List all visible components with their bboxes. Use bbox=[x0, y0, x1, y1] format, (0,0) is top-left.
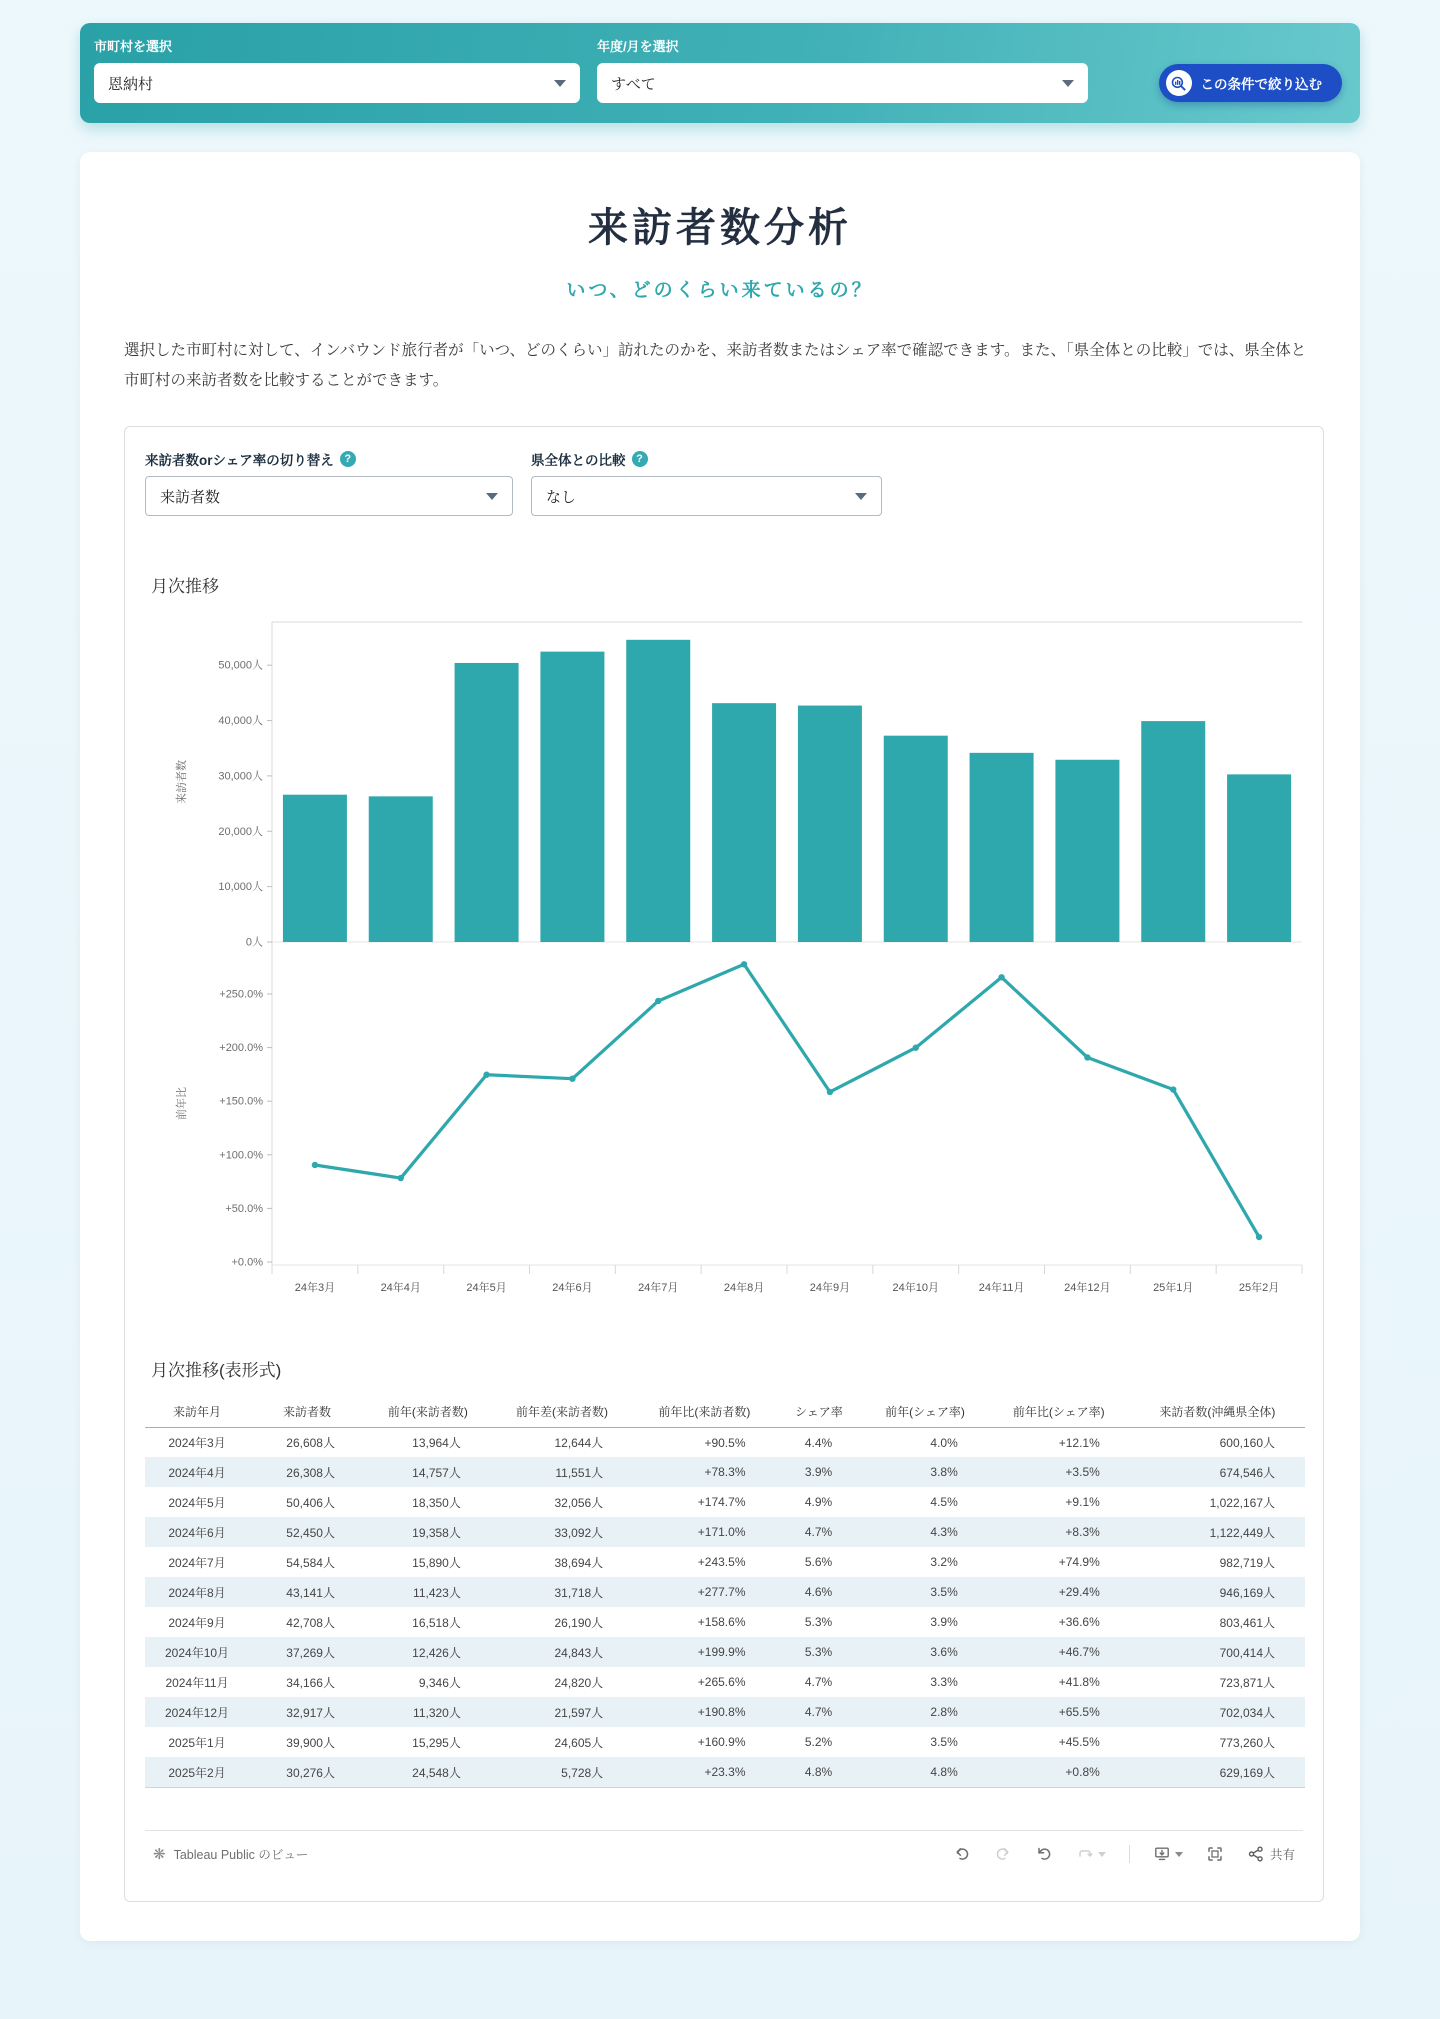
table-cell: 4.8% bbox=[862, 1757, 988, 1787]
table-cell: +12.1% bbox=[1058, 1435, 1100, 1450]
bar-mark[interactable] bbox=[1055, 760, 1119, 942]
table-cell: 700,414人 bbox=[1219, 1645, 1275, 1660]
table-cell: 1,122,449人 bbox=[1209, 1525, 1275, 1540]
table-header-cell: 前年(来訪者数) bbox=[365, 1395, 491, 1427]
bar-mark[interactable] bbox=[1227, 775, 1291, 943]
table-row[interactable] bbox=[145, 1487, 1305, 1517]
table-cell: 4.5% bbox=[930, 1495, 958, 1510]
table-cell: +46.7% bbox=[1058, 1645, 1100, 1660]
line-mark bbox=[315, 965, 1259, 1238]
page-title: 来訪者数分析 bbox=[588, 206, 852, 250]
monthly-table-head bbox=[145, 1395, 1305, 1427]
table-cell: +29.4% bbox=[1058, 1585, 1100, 1600]
table-cell: 4.9% bbox=[804, 1495, 833, 1510]
x-axis-label: 25年2月 bbox=[1238, 1282, 1280, 1295]
axis-tick-label: 30,000人 bbox=[218, 770, 263, 783]
table-cell: 24,820人 bbox=[554, 1675, 604, 1690]
table-header-cell: 前年差(来訪者数) bbox=[491, 1395, 633, 1427]
table-cell: 3.5% bbox=[930, 1735, 958, 1750]
axis-tick-label: +150.0% bbox=[219, 1096, 263, 1109]
period-select[interactable] bbox=[597, 63, 1088, 103]
table-row[interactable] bbox=[145, 1667, 1305, 1697]
table-cell: 32,917人 bbox=[286, 1705, 335, 1720]
table-cell: +23.3% bbox=[633, 1757, 775, 1787]
table-cell: 24,843人 bbox=[554, 1645, 604, 1660]
table-cell: +158.6% bbox=[697, 1615, 746, 1630]
page-description: 選択した市町村に対して、インバウンド旅行者が「いつ、どのくらい」訪れたのかを、来訪者数またはシェア率で確認できます。また、「県全体との比較」では、県全体と市町村の来訪者数を比較することができます。 bbox=[124, 342, 1307, 390]
table-cell: 32,056人 bbox=[554, 1495, 604, 1510]
table-cell: 946,169人 bbox=[1219, 1585, 1275, 1600]
table-cell: 5.3% bbox=[804, 1645, 833, 1660]
table-cell: 2024年3月 bbox=[168, 1436, 226, 1451]
line-point-mark[interactable] bbox=[483, 1072, 489, 1078]
line-point-mark[interactable] bbox=[741, 962, 747, 968]
prefecture-compare-label: 県全体との比較 bbox=[531, 453, 626, 469]
table-cell: +265.6% bbox=[697, 1675, 746, 1690]
chevron-down-icon bbox=[554, 80, 566, 87]
table-row[interactable] bbox=[145, 1757, 1305, 1787]
table-cell: 674,546人 bbox=[1219, 1465, 1275, 1480]
bar-mark[interactable] bbox=[712, 704, 776, 943]
line-point-mark[interactable] bbox=[998, 975, 1004, 981]
redo-icon bbox=[994, 1845, 1012, 1863]
metric-switch-label: 来訪者数orシェア率の切り替え bbox=[145, 453, 334, 469]
table-cell: 702,034人 bbox=[1219, 1705, 1275, 1720]
bar-axis-title: 来訪者数 bbox=[176, 760, 188, 805]
table-cell: 3.3% bbox=[930, 1675, 958, 1690]
table-cell: +78.3% bbox=[704, 1465, 746, 1480]
search-chart-icon bbox=[1166, 70, 1192, 96]
axis-tick-label: +200.0% bbox=[219, 1042, 263, 1055]
table-row[interactable] bbox=[145, 1607, 1305, 1637]
table-cell: +8.3% bbox=[1065, 1525, 1100, 1540]
table-cell: +277.7% bbox=[697, 1585, 746, 1600]
table-cell: 4.3% bbox=[930, 1525, 958, 1540]
table-row[interactable] bbox=[145, 1637, 1305, 1667]
line-point-mark[interactable] bbox=[569, 1076, 575, 1082]
refresh-data-icon bbox=[1076, 1845, 1106, 1863]
table-cell: +36.6% bbox=[1058, 1615, 1100, 1630]
table-cell: 39,900人 bbox=[286, 1735, 335, 1750]
page-subtitle: いつ、どのくらい来ているの？ bbox=[566, 280, 874, 301]
axis-tick-label: +100.0% bbox=[219, 1149, 263, 1162]
table-cell: 34,166人 bbox=[286, 1675, 335, 1690]
monthly-trend-chart bbox=[145, 611, 1305, 1311]
x-axis-label: 24年5月 bbox=[466, 1282, 507, 1295]
table-cell: 4.7% bbox=[804, 1675, 833, 1690]
table-cell: +9.1% bbox=[1065, 1495, 1100, 1510]
apply-filter-label: この条件で絞り込む bbox=[1200, 77, 1322, 92]
table-cell: 5.3% bbox=[804, 1615, 833, 1630]
toolbar-separator bbox=[1129, 1845, 1130, 1863]
prefecture-compare-value: なし bbox=[546, 488, 577, 506]
chevron-down-icon bbox=[1175, 1852, 1183, 1857]
period-value: すべて bbox=[611, 75, 656, 93]
table-row[interactable] bbox=[145, 1517, 1305, 1547]
table-cell: 3.2% bbox=[930, 1555, 958, 1570]
x-axis-label: 24年10月 bbox=[892, 1282, 939, 1295]
table-cell: 26,190人 bbox=[554, 1615, 604, 1630]
table-cell: 33,092人 bbox=[554, 1525, 604, 1540]
table-cell: 2024年9月 bbox=[168, 1615, 226, 1630]
reset-icon[interactable] bbox=[1035, 1845, 1053, 1863]
table-cell: 982,719人 bbox=[1219, 1555, 1275, 1570]
table-cell: 15,295人 bbox=[412, 1735, 461, 1750]
table-cell: 3.8% bbox=[930, 1465, 958, 1480]
x-axis-label: 24年6月 bbox=[552, 1282, 593, 1295]
table-row[interactable] bbox=[145, 1697, 1305, 1727]
axis-tick-label: 10,000人 bbox=[218, 881, 263, 894]
table-cell: 3.9% bbox=[930, 1615, 958, 1630]
axis-tick-label: 50,000人 bbox=[218, 660, 263, 673]
table-cell: +171.0% bbox=[697, 1525, 746, 1540]
table-header-cell: 来訪者数 bbox=[249, 1395, 365, 1427]
table-cell: 11,423人 bbox=[413, 1585, 461, 1600]
table-cell: 19,358人 bbox=[412, 1525, 461, 1540]
table-cell: 21,597人 bbox=[554, 1705, 604, 1720]
line-point-mark[interactable] bbox=[655, 998, 661, 1004]
metric-switch-label-row bbox=[145, 449, 513, 469]
prefecture-compare-label-row bbox=[531, 449, 882, 469]
table-cell: 803,461人 bbox=[1219, 1615, 1275, 1630]
table-cell: 4.0% bbox=[930, 1435, 958, 1450]
line-axis-title: 前年比 bbox=[176, 1087, 188, 1121]
chevron-down-icon bbox=[1098, 1852, 1106, 1857]
table-cell: 12,426人 bbox=[412, 1645, 461, 1660]
bar-mark[interactable] bbox=[884, 736, 948, 942]
municipality-filter bbox=[94, 36, 580, 103]
line-point-mark[interactable] bbox=[1256, 1234, 1262, 1240]
municipality-label: 市町村を選択 bbox=[94, 39, 173, 54]
x-axis-label: 24年4月 bbox=[380, 1282, 421, 1295]
help-icon[interactable]: ? bbox=[632, 451, 648, 467]
table-cell: 4.7% bbox=[804, 1705, 833, 1720]
table-cell: 38,694人 bbox=[554, 1555, 604, 1570]
table-cell: +174.7% bbox=[697, 1495, 746, 1510]
table-cell: 1,022,167人 bbox=[1209, 1495, 1275, 1510]
table-cell: 5.2% bbox=[804, 1735, 833, 1750]
prefecture-compare-select[interactable] bbox=[531, 476, 882, 516]
table-row[interactable] bbox=[145, 1427, 1305, 1457]
table-row[interactable] bbox=[145, 1577, 1305, 1607]
x-axis-label: 24年3月 bbox=[294, 1282, 336, 1295]
share-button[interactable] bbox=[1247, 1845, 1295, 1863]
table-cell: 31,718人 bbox=[554, 1585, 604, 1600]
undo-icon[interactable] bbox=[953, 1845, 971, 1863]
x-axis-label: 24年11月 bbox=[978, 1282, 1025, 1295]
axis-tick-label: +50.0% bbox=[225, 1203, 263, 1216]
table-cell: 773,260人 bbox=[1219, 1735, 1275, 1750]
table-cell: 5.6% bbox=[804, 1555, 833, 1570]
x-axis-label: 24年9月 bbox=[809, 1282, 851, 1295]
table-row[interactable] bbox=[145, 1547, 1305, 1577]
panel-controls bbox=[145, 449, 1303, 516]
tableau-brand[interactable] bbox=[153, 1845, 308, 1863]
line-point-mark[interactable] bbox=[398, 1175, 404, 1181]
municipality-value: 恩納村 bbox=[108, 75, 154, 93]
table-cell: 2025年2月 bbox=[145, 1757, 249, 1787]
bar-mark[interactable] bbox=[540, 652, 604, 942]
table-cell: 2024年8月 bbox=[168, 1585, 226, 1600]
table-cell: 11,320人 bbox=[413, 1705, 461, 1720]
table-cell: 2024年12月 bbox=[165, 1705, 230, 1720]
table-cell: 43,141人 bbox=[286, 1585, 335, 1600]
bar-mark[interactable] bbox=[798, 706, 862, 942]
chevron-down-icon bbox=[486, 493, 498, 500]
table-cell: 5,728人 bbox=[491, 1757, 633, 1787]
table-cell: 4.7% bbox=[804, 1525, 833, 1540]
table-cell: 26,608人 bbox=[286, 1436, 335, 1451]
table-cell: +0.8% bbox=[988, 1757, 1130, 1787]
table-cell: 2.8% bbox=[930, 1705, 958, 1720]
table-cell: +243.5% bbox=[697, 1555, 746, 1570]
table-cell: 24,605人 bbox=[554, 1735, 604, 1750]
table-header-cell: シェア率 bbox=[776, 1395, 863, 1427]
axis-tick-label: 0人 bbox=[245, 936, 263, 949]
period-label: 年度/月を選択 bbox=[597, 39, 679, 54]
table-cell: 9,346人 bbox=[418, 1675, 461, 1690]
table-row[interactable] bbox=[145, 1727, 1305, 1757]
table-cell: 26,308人 bbox=[286, 1465, 335, 1480]
prefecture-compare-control bbox=[531, 449, 882, 516]
table-cell: 16,518人 bbox=[412, 1615, 461, 1630]
table-cell: 12,644人 bbox=[554, 1436, 604, 1451]
help-icon[interactable]: ? bbox=[340, 451, 356, 467]
tableau-brand-label: Tableau Public のビュー bbox=[173, 1848, 309, 1863]
line-point-mark[interactable] bbox=[1084, 1055, 1090, 1061]
table-cell: 2024年6月 bbox=[168, 1525, 226, 1540]
table-cell: 24,548人 bbox=[365, 1757, 491, 1787]
apply-filter-button[interactable] bbox=[1159, 64, 1343, 102]
table-cell: 4.8% bbox=[776, 1757, 863, 1787]
table-cell: 2025年1月 bbox=[168, 1735, 226, 1750]
dashboard-panel bbox=[124, 426, 1324, 1902]
table-cell: 54,584人 bbox=[286, 1555, 335, 1570]
download-icon[interactable] bbox=[1153, 1845, 1183, 1863]
monthly-table-body bbox=[145, 1427, 1305, 1787]
chevron-down-icon bbox=[855, 493, 867, 500]
table-cell: 2024年11月 bbox=[165, 1675, 229, 1690]
metric-switch-select[interactable] bbox=[145, 476, 513, 516]
table-cell: 723,871人 bbox=[1219, 1675, 1275, 1690]
table-header-cell: 来訪年月 bbox=[145, 1395, 249, 1427]
table-cell: +74.9% bbox=[1058, 1555, 1100, 1570]
table-cell: 2024年5月 bbox=[168, 1495, 226, 1510]
table-cell: +3.5% bbox=[1065, 1465, 1100, 1480]
table-cell: +190.8% bbox=[697, 1705, 746, 1720]
table-cell: 18,350人 bbox=[412, 1495, 461, 1510]
x-axis-label: 24年12月 bbox=[1064, 1282, 1111, 1295]
table-cell: 37,269人 bbox=[286, 1645, 335, 1660]
line-point-mark[interactable] bbox=[312, 1162, 318, 1168]
chevron-down-icon bbox=[1062, 80, 1074, 87]
table-cell: 2024年4月 bbox=[168, 1465, 226, 1480]
metric-switch-value: 来訪者数 bbox=[160, 488, 221, 506]
table-cell: 13,964人 bbox=[412, 1436, 461, 1451]
x-axis-label: 25年1月 bbox=[1153, 1282, 1194, 1295]
axis-tick-label: +0.0% bbox=[231, 1256, 263, 1269]
main-card bbox=[80, 152, 1360, 1941]
table-header-cell: 来訪者数(沖縄県全体) bbox=[1130, 1395, 1305, 1427]
table-cell: 629,169人 bbox=[1130, 1757, 1305, 1787]
table-cell: 3.5% bbox=[930, 1585, 958, 1600]
bar-mark[interactable] bbox=[455, 663, 519, 942]
bar-mark[interactable] bbox=[369, 797, 433, 943]
table-section-title: 月次推移(表形式) bbox=[151, 1361, 282, 1381]
tableau-toolbar bbox=[145, 1830, 1303, 1878]
table-cell: 52,450人 bbox=[286, 1525, 335, 1540]
axis-tick-label: 20,000人 bbox=[218, 826, 263, 839]
table-cell: 2024年10月 bbox=[165, 1645, 230, 1660]
metric-switch-control bbox=[145, 449, 513, 516]
table-cell: 15,890人 bbox=[412, 1555, 461, 1570]
table-header-cell: 前年(シェア率) bbox=[862, 1395, 988, 1427]
table-cell: +199.9% bbox=[697, 1645, 746, 1660]
tableau-logo-icon: ❋ bbox=[153, 1846, 166, 1864]
table-cell: +90.5% bbox=[704, 1435, 746, 1450]
line-point-mark[interactable] bbox=[1170, 1087, 1176, 1093]
table-header-cell: 前年比(シェア率) bbox=[988, 1395, 1130, 1427]
table-header-cell: 前年比(来訪者数) bbox=[633, 1395, 775, 1427]
table-cell: +41.8% bbox=[1058, 1675, 1100, 1690]
x-axis-label: 24年7月 bbox=[638, 1282, 679, 1295]
table-cell: 42,708人 bbox=[286, 1615, 335, 1630]
bar-mark[interactable] bbox=[283, 795, 347, 942]
table-row[interactable] bbox=[145, 1457, 1305, 1487]
table-cell: 4.6% bbox=[804, 1585, 833, 1600]
period-filter bbox=[597, 36, 1088, 103]
share-label: 共有 bbox=[1269, 1848, 1295, 1863]
table-cell: 3.9% bbox=[804, 1465, 833, 1480]
table-cell: 30,276人 bbox=[249, 1757, 365, 1787]
axis-tick-label: +250.0% bbox=[219, 988, 263, 1001]
bar-mark[interactable] bbox=[626, 640, 690, 942]
line-point-mark[interactable] bbox=[827, 1089, 833, 1095]
chart-section-title: 月次推移 bbox=[151, 577, 219, 597]
line-point-mark[interactable] bbox=[913, 1045, 919, 1051]
filter-bar bbox=[80, 23, 1360, 123]
table-cell: 600,160人 bbox=[1219, 1436, 1275, 1451]
table-cell: +45.5% bbox=[1058, 1735, 1100, 1750]
table-cell: 2024年7月 bbox=[168, 1555, 226, 1570]
table-cell: 3.6% bbox=[930, 1645, 958, 1660]
x-axis-label: 24年8月 bbox=[723, 1282, 765, 1295]
axis-tick-label: 40,000人 bbox=[218, 715, 263, 728]
fullscreen-icon[interactable] bbox=[1206, 1845, 1224, 1863]
table-cell: 50,406人 bbox=[286, 1495, 335, 1510]
table-cell: +160.9% bbox=[697, 1735, 746, 1750]
bar-mark[interactable] bbox=[1141, 722, 1205, 943]
bar-mark[interactable] bbox=[970, 753, 1034, 942]
table-cell: +65.5% bbox=[1058, 1705, 1100, 1720]
table-cell: 14,757人 bbox=[412, 1465, 461, 1480]
table-cell: 4.4% bbox=[804, 1435, 833, 1450]
tableau-toolbar-icons bbox=[953, 1845, 1295, 1863]
monthly-table bbox=[145, 1395, 1305, 1788]
municipality-select[interactable] bbox=[94, 63, 580, 103]
table-cell: 11,551人 bbox=[555, 1465, 604, 1480]
